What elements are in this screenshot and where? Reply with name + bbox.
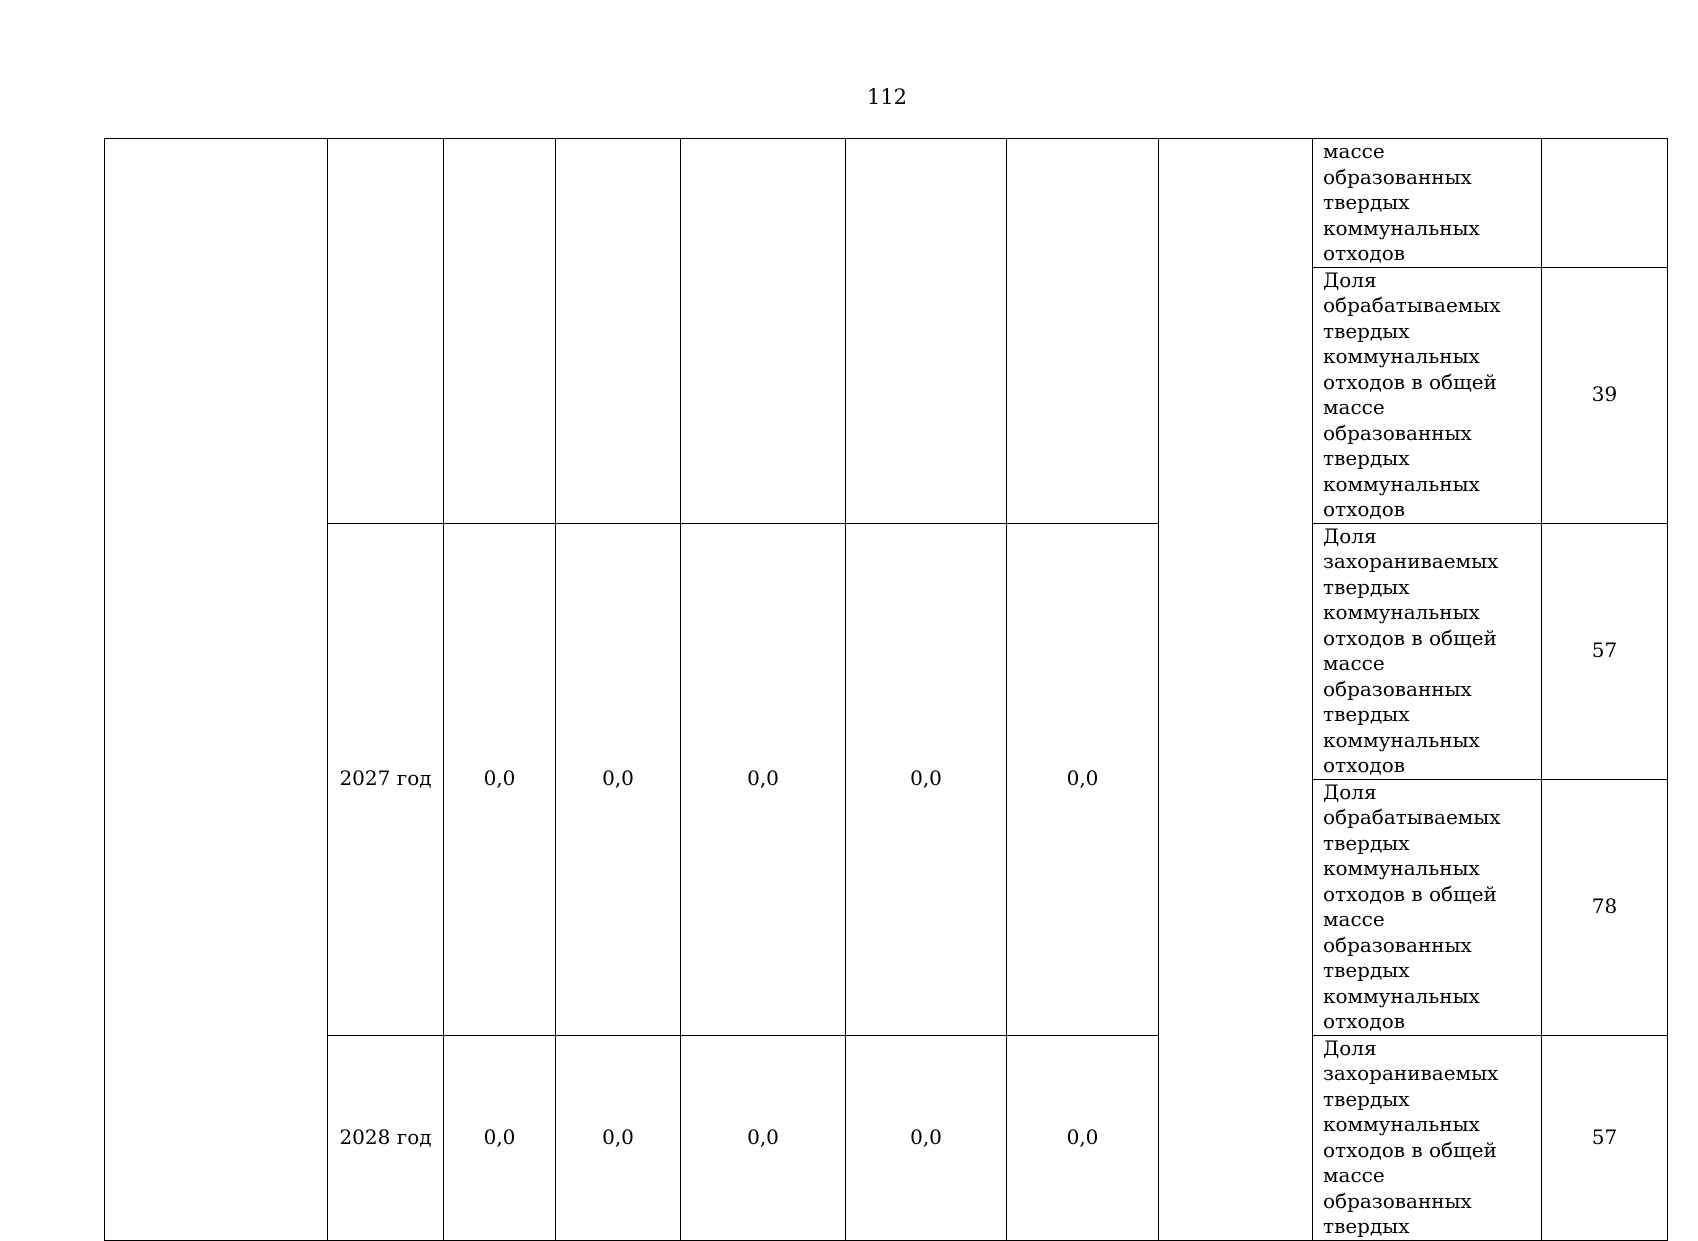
amount-cell: 0,0 bbox=[444, 1035, 556, 1240]
program-table bbox=[104, 138, 1668, 1241]
year-cell bbox=[328, 139, 444, 524]
indicator-name-cell bbox=[1313, 779, 1542, 1035]
table-row bbox=[105, 1035, 1668, 1240]
indicator-value-cell: 57 bbox=[1542, 523, 1668, 779]
amount-cell bbox=[681, 139, 846, 524]
amount-cell: 0,0 bbox=[846, 523, 1007, 1035]
indicator-value-cell bbox=[1542, 139, 1668, 268]
amount-cell: 0,0 bbox=[681, 523, 846, 1035]
indicator-value-cell: 78 bbox=[1542, 779, 1668, 1035]
page-number: 112 bbox=[866, 85, 908, 109]
year-cell: 2028 год bbox=[328, 1035, 444, 1240]
indicator-name: Доля обрабатываемых твердых коммунальных отходов в общей массе образованных твердых коммунальных отходов bbox=[1323, 779, 1501, 1033]
amount-cell: 0,0 bbox=[1007, 1035, 1159, 1240]
indicator-value-cell: 57 bbox=[1542, 1035, 1668, 1240]
indicator-name-cell bbox=[1313, 1035, 1542, 1240]
amount-cell: 0,0 bbox=[1007, 523, 1159, 1035]
amount-cell bbox=[846, 139, 1007, 524]
amount-cell bbox=[556, 139, 681, 524]
task-name-cell bbox=[105, 139, 328, 1241]
amount-cell: 0,0 bbox=[556, 1035, 681, 1240]
table-row bbox=[105, 139, 1668, 268]
indicator-value-cell: 39 bbox=[1542, 267, 1668, 523]
amount-cell: 0,0 bbox=[681, 1035, 846, 1240]
responsible-cell bbox=[1159, 139, 1313, 1241]
indicator-name-cell bbox=[1313, 523, 1542, 779]
indicator-name: Доля обрабатываемых твердых коммунальных отходов в общей массе образованных твердых коммунальных отходов bbox=[1323, 267, 1501, 521]
amount-cell: 0,0 bbox=[556, 523, 681, 1035]
indicator-name-cell bbox=[1313, 139, 1542, 268]
amount-cell: 0,0 bbox=[444, 523, 556, 1035]
amount-cell bbox=[444, 139, 556, 524]
indicator-name: массе образованных твердых коммунальных отходов bbox=[1323, 139, 1480, 265]
indicator-name-cell bbox=[1313, 267, 1542, 523]
indicator-name: Доля захораниваемых твердых коммунальных отходов в общей массе образованных твердых bbox=[1323, 1035, 1499, 1238]
amount-cell bbox=[1007, 139, 1159, 524]
year-cell: 2027 год bbox=[328, 523, 444, 1035]
amount-cell: 0,0 bbox=[846, 1035, 1007, 1240]
table-row bbox=[105, 523, 1668, 779]
indicator-name: Доля захораниваемых твердых коммунальных отходов в общей массе образованных твердых коммунальных отходов bbox=[1323, 523, 1499, 777]
